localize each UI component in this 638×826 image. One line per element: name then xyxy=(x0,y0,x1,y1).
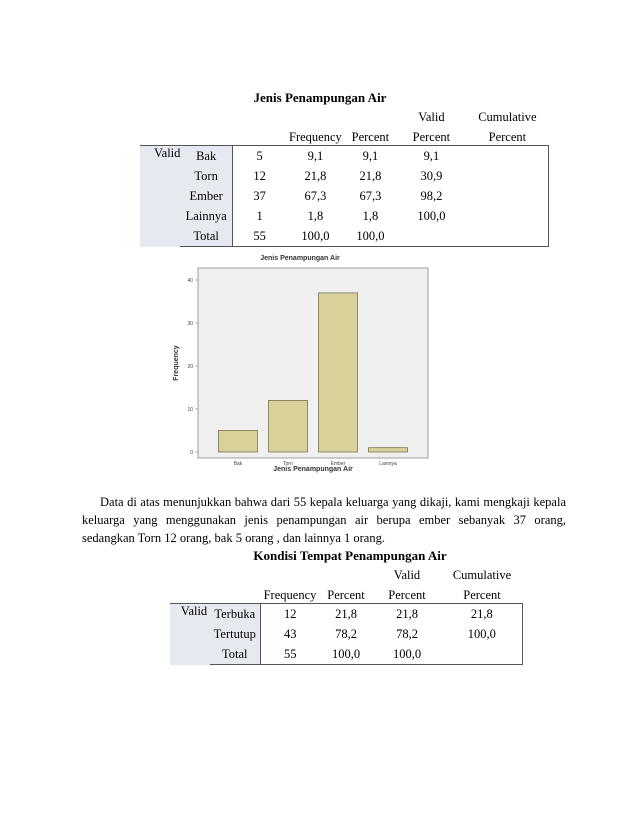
body-paragraph: Data di atas menunjukkan bahwa dari 55 kepala keluarga yang dikaji, kami mengkaji kepala keluarga yang menggunakan jenis penampungan air berupa ember sebanyak 37 orang, sedangkan Torn 12 orang, bak 5 orang , dan lainnya 1 orang. xyxy=(82,495,566,545)
cell-cumulative-percent: 98,2 xyxy=(420,188,443,203)
cell-frequency: 1 xyxy=(232,206,286,226)
row-label: Torn xyxy=(180,166,232,186)
header-valid-top: Valid xyxy=(393,568,421,582)
row-label: Bak xyxy=(180,146,232,167)
y-tick-label: 20 xyxy=(187,364,193,370)
header-valid-percent: Percent xyxy=(412,130,451,144)
cell-percent: 100,0 xyxy=(286,226,344,247)
header-frequency: Frequency xyxy=(289,130,342,144)
cell-frequency: 12 xyxy=(232,166,286,186)
cell-percent: 67,3 xyxy=(304,188,327,203)
header-percent: Percent xyxy=(351,130,390,144)
header-cumulative-top: Cumulative xyxy=(452,568,512,582)
row-label-total: Total xyxy=(210,644,260,665)
bar-ember xyxy=(319,293,358,452)
cell-cumulative-percent: 30,9 xyxy=(420,168,443,183)
bar-lainnya xyxy=(369,448,408,452)
cell-percent: 21,8 xyxy=(320,604,372,625)
table-row-total xyxy=(170,644,522,665)
cell-valid-percent: 21,8 xyxy=(372,604,442,625)
cell-frequency: 12 xyxy=(260,604,320,625)
cell-valid-percent: 9,1 xyxy=(344,146,396,167)
bar-torn xyxy=(269,400,308,452)
cell-percent: 21,8 xyxy=(304,168,327,183)
cell-valid-percent: 78,2 xyxy=(396,626,418,641)
table-row-total xyxy=(140,226,548,247)
cell-percent: 100,0 xyxy=(320,644,372,665)
cell-valid-percent: 100,0 xyxy=(372,644,442,665)
header-valid-percent: Percent xyxy=(388,588,426,602)
cell-percent: 9,1 xyxy=(286,146,344,167)
frequency-table-jenis xyxy=(140,105,549,247)
cell-percent: 1,8 xyxy=(307,208,324,223)
y-tick-label: 40 xyxy=(187,278,193,284)
cell-valid-percent: 67,3 xyxy=(359,188,382,203)
x-axis-label: Jenis Penampungan Air xyxy=(273,466,353,473)
cell-valid-percent: 100,0 xyxy=(344,226,396,247)
frequency-table-kondisi xyxy=(170,563,523,665)
group-label-valid: Valid xyxy=(170,604,210,665)
table-row xyxy=(140,206,548,226)
table-row xyxy=(170,604,522,625)
cell-cumulative-percent: 100,0 xyxy=(442,624,522,644)
group-label-valid: Valid xyxy=(140,146,180,247)
cell-frequency: 55 xyxy=(260,644,320,665)
cell-percent: 78,2 xyxy=(335,626,357,641)
plot-area xyxy=(198,268,428,458)
cell-frequency: 37 xyxy=(232,186,286,206)
y-tick-label: 30 xyxy=(187,321,193,327)
table-row xyxy=(140,166,548,186)
row-label: Terbuka xyxy=(210,604,260,625)
cell-frequency: 43 xyxy=(260,624,320,644)
x-tick-label: Bak xyxy=(233,461,243,467)
x-tick-label: Torn xyxy=(283,461,293,467)
table-row xyxy=(140,186,548,206)
row-label-total: Total xyxy=(180,226,232,247)
bar-bak xyxy=(219,431,258,453)
row-label: Ember xyxy=(180,186,232,206)
header-cumulative-percent: Percent xyxy=(463,588,501,602)
cell-cumulative-percent xyxy=(442,644,522,665)
row-label: Lainnya xyxy=(180,206,232,226)
chart-title: Jenis Penampungan Air xyxy=(260,255,340,262)
bar-chart xyxy=(168,248,432,474)
table1-title: Jenis Penampungan Air xyxy=(253,90,387,105)
header-valid-top: Valid xyxy=(418,110,445,124)
cell-frequency: 5 xyxy=(232,146,286,167)
table-row xyxy=(140,146,548,167)
y-tick-label: 0 xyxy=(190,450,193,456)
y-axis-label: Frequency xyxy=(173,345,180,381)
header-percent: Percent xyxy=(327,588,365,602)
cell-cumulative-percent: 100,0 xyxy=(417,208,446,223)
cell-cumulative-percent xyxy=(396,226,466,247)
x-tick-label: Ember xyxy=(330,461,346,467)
header-cumulative-top: Cumulative xyxy=(478,110,537,124)
cell-cumulative-percent: 9,1 xyxy=(396,146,466,167)
cell-cumulative-percent: 21,8 xyxy=(442,604,522,625)
table-row xyxy=(170,624,522,644)
cell-valid-percent: 21,8 xyxy=(359,168,382,183)
header-cumulative-percent: Percent xyxy=(488,130,527,144)
header-frequency: Frequency xyxy=(263,588,317,602)
x-tick-label: Lainnya xyxy=(379,461,397,467)
row-label: Tertutup xyxy=(210,624,260,644)
cell-frequency: 55 xyxy=(232,226,286,247)
cell-valid-percent: 1,8 xyxy=(362,208,379,223)
y-tick-label: 10 xyxy=(187,407,193,413)
table2-title: Kondisi Tempat Penampungan Air xyxy=(253,548,447,563)
